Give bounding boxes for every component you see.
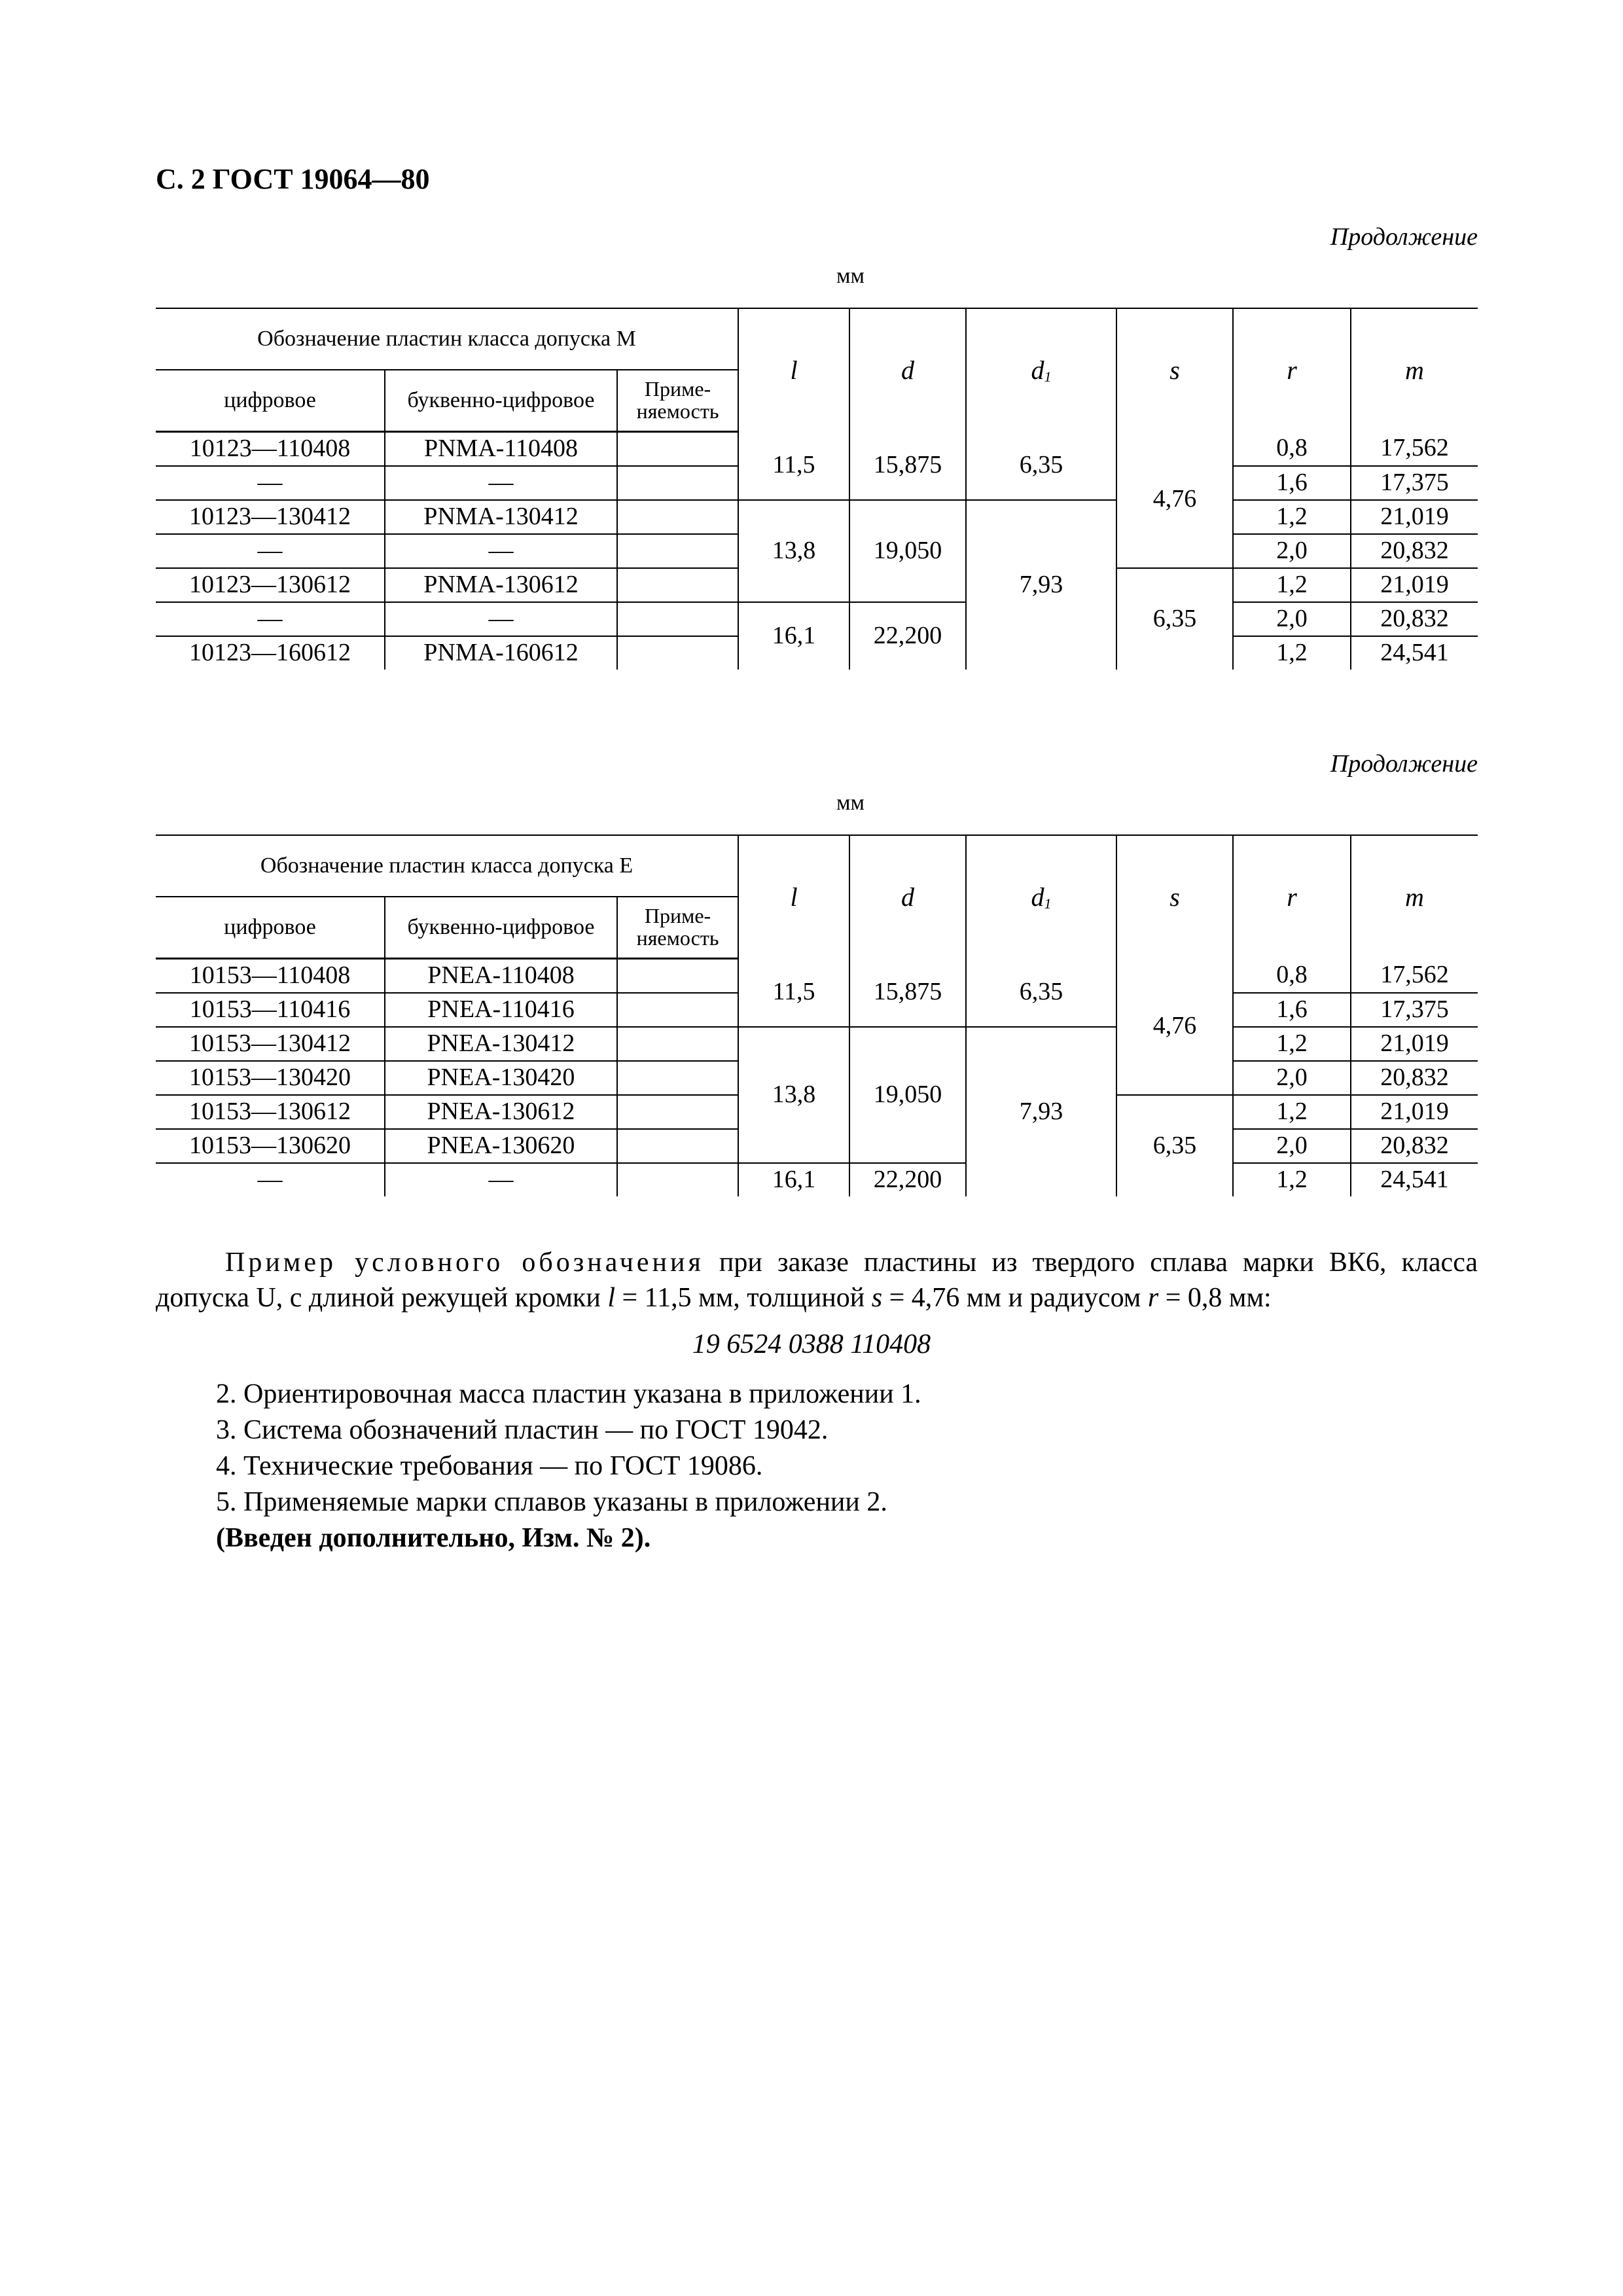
col-m: m [1351, 835, 1478, 959]
cell-applicability [617, 466, 738, 500]
example-text-3: = 4,76 мм и радиусом [882, 1283, 1148, 1313]
cell-s: 6,35 [1116, 568, 1233, 670]
cell-r: 2,0 [1233, 1129, 1351, 1163]
col-r: r [1233, 308, 1351, 432]
cell-applicability [617, 1129, 738, 1163]
continuation-label-2: Продолжение [1330, 750, 1478, 778]
cell-l: 11,5 [738, 959, 849, 1028]
cell-alphanumeric: PNMA-160612 [385, 636, 617, 670]
cell-m: 17,562 [1351, 432, 1478, 467]
cell-r: 1,2 [1233, 1163, 1351, 1196]
col-m: m [1351, 308, 1478, 432]
cell-r: 1,2 [1233, 568, 1351, 602]
cell-applicability [617, 534, 738, 568]
example-text-2: = 11,5 мм, толщиной [615, 1283, 872, 1313]
cell-m: 20,832 [1351, 534, 1478, 568]
cell-s: 4,76 [1116, 432, 1233, 569]
cell-r: 0,8 [1233, 959, 1351, 994]
cell-r: 2,0 [1233, 602, 1351, 636]
cell-applicability [617, 993, 738, 1027]
note-2: 2. Ориентировочная масса пластин указана в приложении 1. [216, 1379, 921, 1409]
cell-r: 1,2 [1233, 1027, 1351, 1061]
cell-numeric: — [156, 534, 385, 568]
cell-alphanumeric: PNEA-130412 [385, 1027, 617, 1061]
cell-r: 1,2 [1233, 500, 1351, 534]
col-s: s [1116, 835, 1233, 959]
cell-m: 21,019 [1351, 1095, 1478, 1129]
cell-applicability [617, 1095, 738, 1129]
cell-m: 24,541 [1351, 636, 1478, 670]
cell-alphanumeric: PNMA-110408 [385, 432, 617, 467]
col-d1: $d_1$ [966, 835, 1116, 959]
cell-alphanumeric: PNMA-130612 [385, 568, 617, 602]
cell-r: 0,8 [1233, 432, 1351, 467]
group-title: Обозначение пластин класса допуска E [156, 835, 738, 897]
col-l: l [738, 835, 849, 959]
var-s: s [871, 1283, 883, 1313]
cell-numeric: 10153—110416 [156, 993, 385, 1027]
cell-applicability [617, 1061, 738, 1095]
cell-l: 16,1 [738, 602, 849, 670]
col-alphanumeric: буквенно-цифровое [385, 370, 617, 432]
cell-applicability [617, 432, 738, 467]
col-d1: $d_1$ [966, 308, 1116, 432]
cell-d1: 6,35 [966, 959, 1116, 1028]
cell-applicability [617, 568, 738, 602]
cell-m: 20,832 [1351, 1061, 1478, 1095]
cell-s: 6,35 [1116, 1095, 1233, 1196]
cell-r: 1,6 [1233, 466, 1351, 500]
col-numeric: цифровое [156, 370, 385, 432]
cell-d: 15,875 [849, 959, 966, 1028]
cell-numeric: 10153—110408 [156, 959, 385, 994]
cell-numeric: 10153—130420 [156, 1061, 385, 1095]
cell-m: 20,832 [1351, 602, 1478, 636]
example-paragraph [156, 1245, 1478, 1316]
cell-numeric: — [156, 602, 385, 636]
example-lead: Пример условного обозначения [225, 1247, 704, 1278]
col-r: r [1233, 835, 1351, 959]
note-3: 3. Система обозначений пластин — по ГОСТ 19042. [216, 1415, 829, 1445]
cell-alphanumeric: PNEA-130420 [385, 1061, 617, 1095]
cell-numeric: 10153—130412 [156, 1027, 385, 1061]
col-s: s [1116, 308, 1233, 432]
cell-d: 22,200 [849, 1163, 966, 1196]
continuation-label-1: Продолжение [1330, 223, 1478, 251]
cell-applicability [617, 500, 738, 534]
amendment-note: (Введен дополнительно, Изм. № 2). [216, 1523, 651, 1553]
cell-m: 17,562 [1351, 959, 1478, 994]
cell-m: 17,375 [1351, 993, 1478, 1027]
cell-applicability [617, 1163, 738, 1196]
var-l: l [607, 1283, 615, 1313]
cell-d1: 7,93 [966, 500, 1116, 670]
cell-r: 1,6 [1233, 993, 1351, 1027]
cell-applicability [617, 602, 738, 636]
var-r: r [1147, 1283, 1159, 1313]
cell-l: 13,8 [738, 1027, 849, 1163]
cell-alphanumeric: PNMA-130412 [385, 500, 617, 534]
cell-d: 19,050 [849, 500, 966, 602]
plates-table-m [156, 308, 1478, 670]
cell-r: 1,2 [1233, 1095, 1351, 1129]
cell-l: 13,8 [738, 500, 849, 602]
cell-r: 1,2 [1233, 636, 1351, 670]
cell-s: 4,76 [1116, 959, 1233, 1096]
example-code: 19 6524 0388 110408 [692, 1329, 931, 1359]
group-title: Обозначение пластин класса допуска M [156, 308, 738, 370]
cell-alphanumeric: PNEA-110408 [385, 959, 617, 994]
plates-table-e [156, 834, 1478, 1196]
cell-applicability [617, 959, 738, 994]
col-applicability: Приме-няемость [617, 897, 738, 959]
example-text-1: при заказе пластины из твердого сплава марки ВК6, класса допуска U, с длиной режущей кромки [156, 1247, 1478, 1313]
cell-alphanumeric: PNEA-110416 [385, 993, 617, 1027]
cell-m: 20,832 [1351, 1129, 1478, 1163]
col-d: d [849, 308, 966, 432]
cell-l: 16,1 [738, 1163, 849, 1196]
cell-applicability [617, 1027, 738, 1061]
col-d: d [849, 835, 966, 959]
cell-numeric: 10153—130620 [156, 1129, 385, 1163]
cell-numeric: — [156, 466, 385, 500]
cell-numeric: 10123—110408 [156, 432, 385, 467]
cell-numeric: 10123—130612 [156, 568, 385, 602]
unit-label-2: мм [836, 791, 865, 815]
cell-l: 11,5 [738, 432, 849, 501]
page-header: С. 2 ГОСТ 19064—80 [156, 163, 430, 195]
cell-numeric: 10123—160612 [189, 639, 351, 667]
cell-alphanumeric: PNEA-130612 [385, 1095, 617, 1129]
cell-m: 21,019 [1351, 500, 1478, 534]
col-numeric: цифровое [156, 897, 385, 959]
cell-alphanumeric: — [385, 466, 617, 500]
cell-r: 2,0 [1233, 534, 1351, 568]
cell-d: 15,875 [849, 432, 966, 501]
cell-numeric: — [257, 1166, 283, 1194]
col-l: l [738, 308, 849, 432]
note-4: 4. Технические требования — по ГОСТ 19086. [216, 1451, 763, 1481]
note-5: 5. Применяемые марки сплавов указаны в приложении 2. [216, 1487, 887, 1517]
cell-applicability [617, 636, 738, 670]
cell-m: 21,019 [1351, 1027, 1478, 1061]
cell-d1: 6,35 [966, 432, 1116, 501]
col-alphanumeric: буквенно-цифровое [385, 897, 617, 959]
cell-m: 24,541 [1351, 1163, 1478, 1196]
example-text-4: = 0,8 мм: [1158, 1283, 1272, 1313]
cell-d: 19,050 [849, 1027, 966, 1163]
cell-d1: 7,93 [966, 1027, 1116, 1196]
cell-alphanumeric: — [385, 602, 617, 636]
cell-m: 17,375 [1351, 466, 1478, 500]
notes-list [216, 1376, 921, 1556]
cell-numeric: 10153—130612 [156, 1095, 385, 1129]
cell-d: 22,200 [849, 602, 966, 670]
cell-alphanumeric: — [385, 534, 617, 568]
cell-numeric: 10123—130412 [156, 500, 385, 534]
cell-r: 2,0 [1233, 1061, 1351, 1095]
cell-alphanumeric: — [385, 1163, 617, 1196]
col-applicability: Приме-няемость [617, 370, 738, 432]
cell-m: 21,019 [1351, 568, 1478, 602]
unit-label-1: мм [836, 264, 865, 288]
cell-alphanumeric: PNEA-130620 [385, 1129, 617, 1163]
